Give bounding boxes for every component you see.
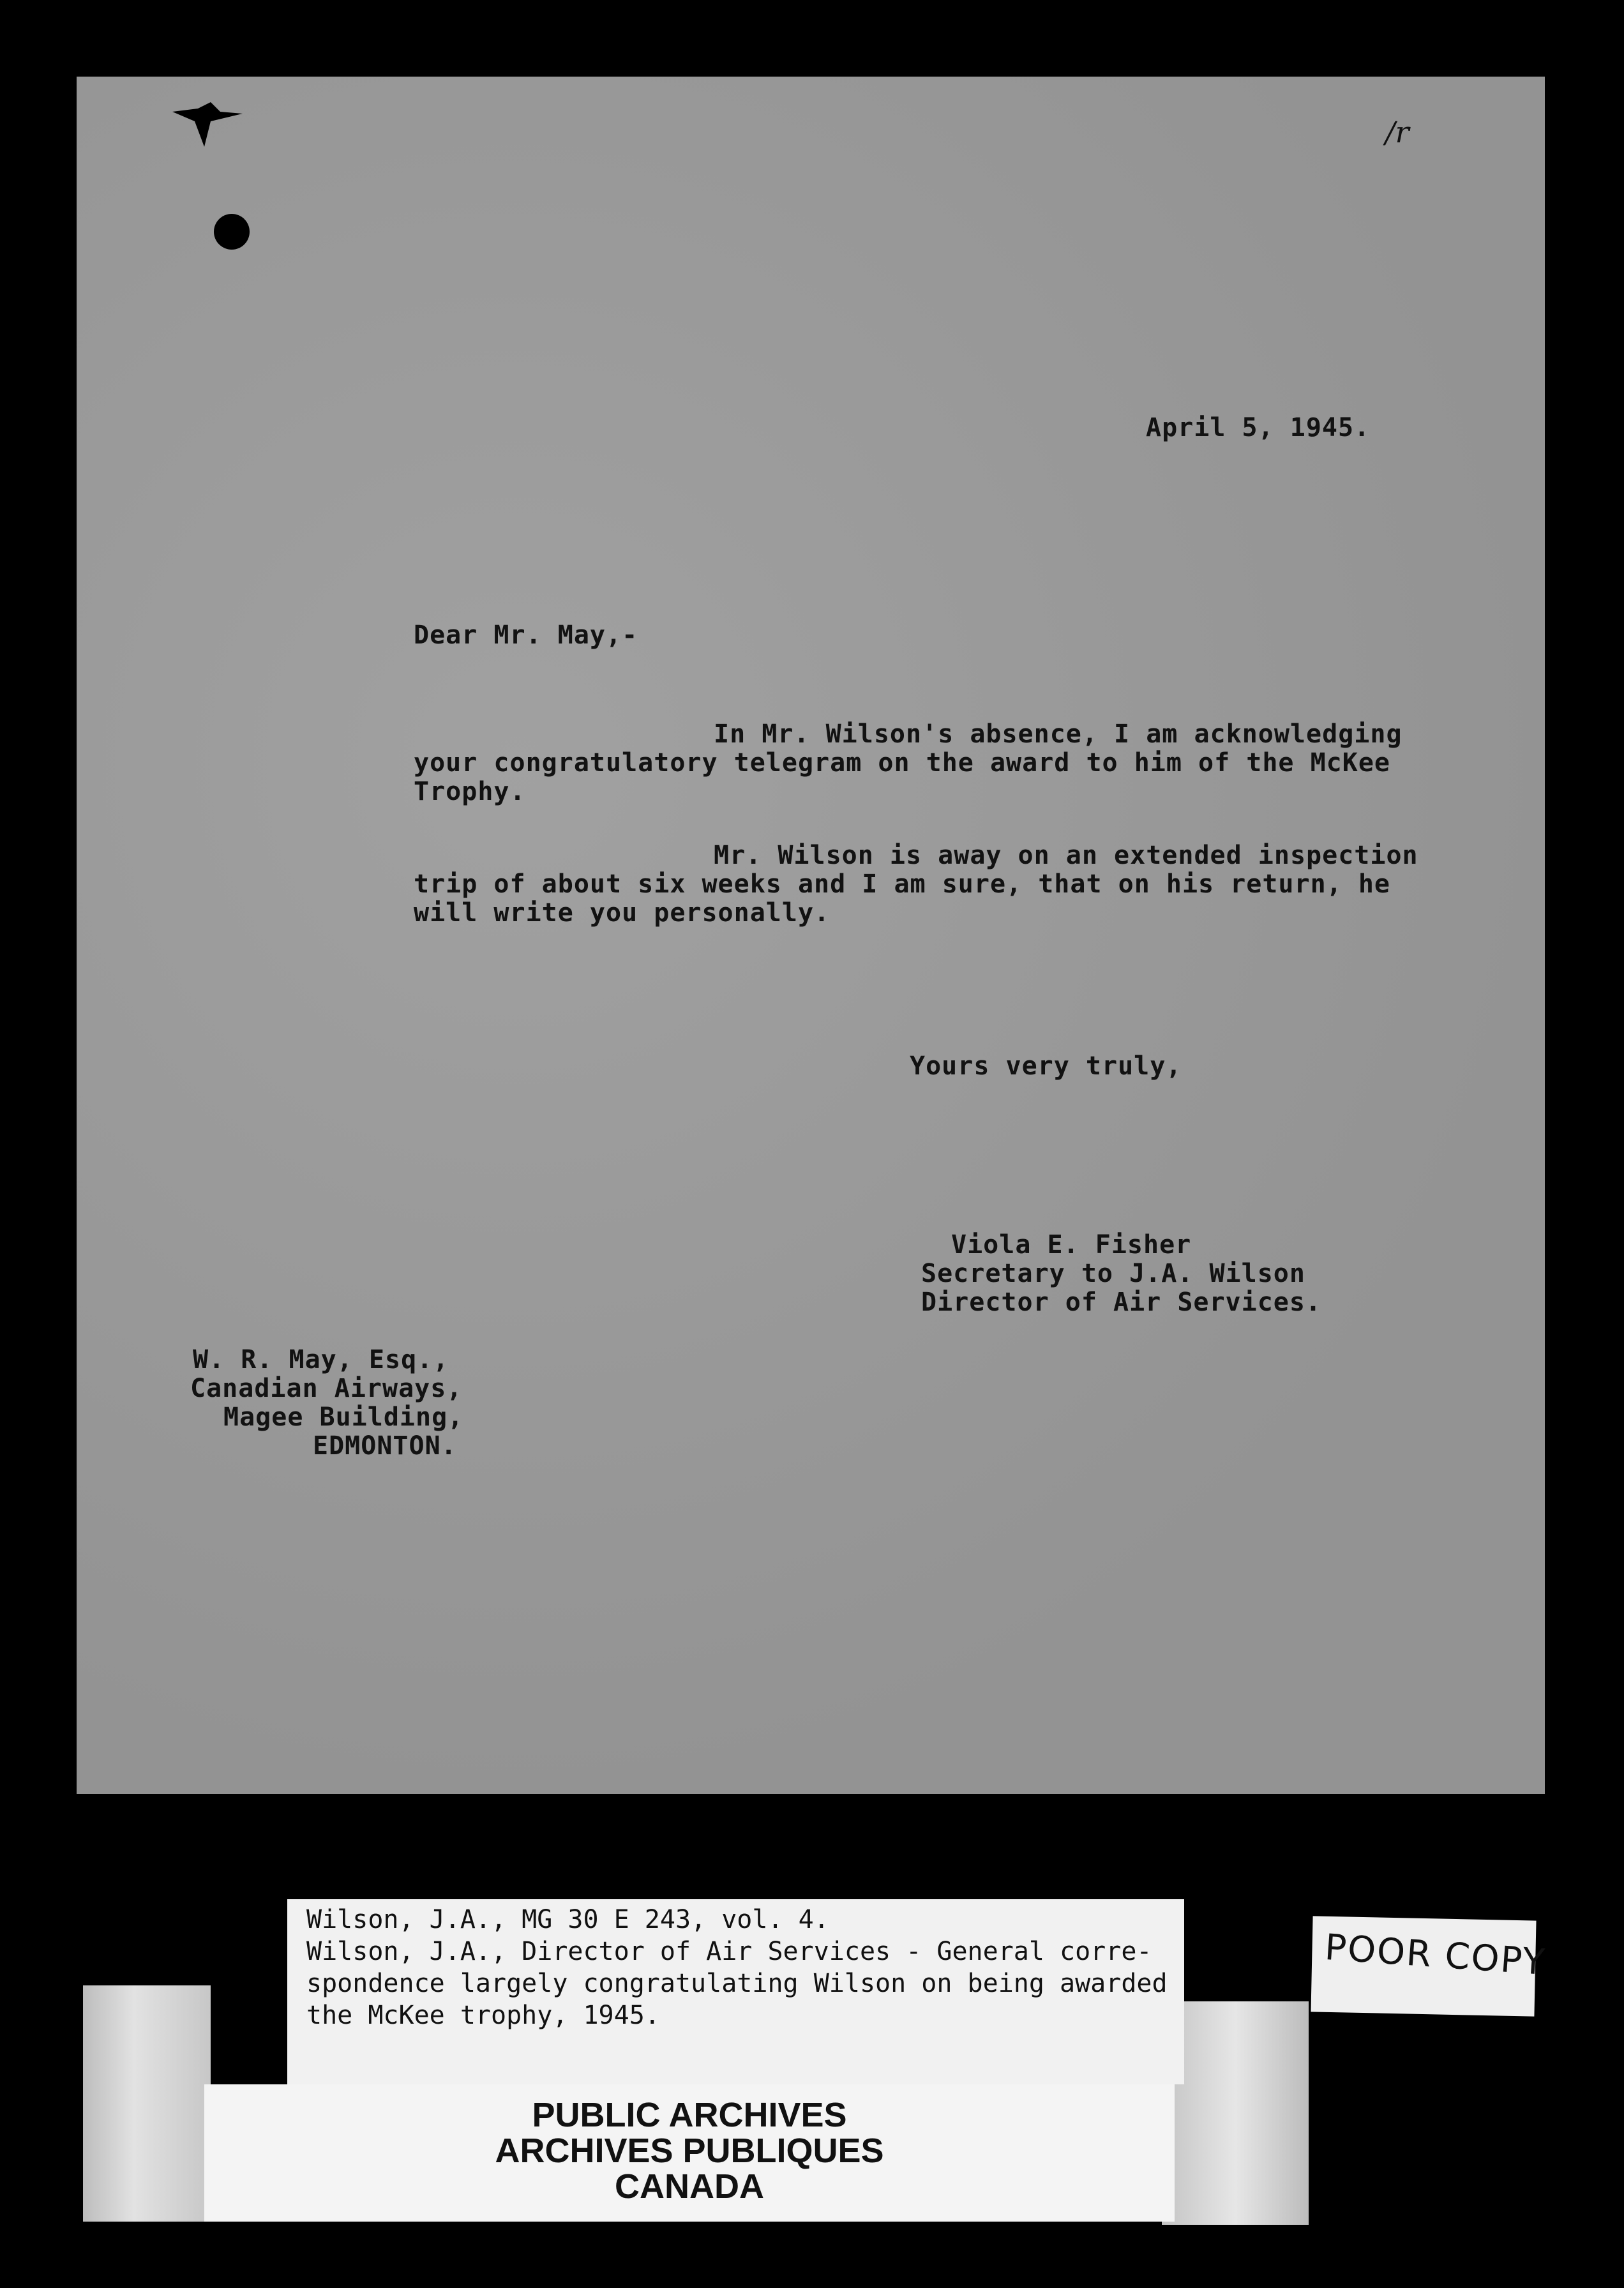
stamp-line-2: ARCHIVES PUBLIQUES bbox=[495, 2132, 884, 2170]
archive-label-line-1: Wilson, J.A., MG 30 E 243, vol. 4. bbox=[306, 1905, 829, 1934]
signature-name: Viola E. Fisher bbox=[951, 1230, 1192, 1260]
punch-hole bbox=[214, 214, 250, 250]
para1-line2: your congratulatory telegram on the award to him of the McKee bbox=[414, 748, 1391, 778]
archive-label-line-4: the McKee trophy, 1945. bbox=[306, 2001, 660, 2030]
closing: Yours very truly, bbox=[910, 1051, 1182, 1081]
para2-line1: Mr. Wilson is away on an extended inspection bbox=[714, 841, 1418, 870]
para1-line3: Trophy. bbox=[414, 777, 526, 806]
tape-left bbox=[83, 1985, 211, 2222]
archive-label-line-2: Wilson, J.A., Director of Air Services - General corre- bbox=[306, 1937, 1152, 1966]
letter-page bbox=[77, 77, 1545, 1794]
salutation: Dear Mr. May,- bbox=[414, 621, 638, 650]
recipient-line-3: Magee Building, bbox=[223, 1403, 464, 1432]
signature-title-1: Secretary to J.A. Wilson bbox=[921, 1259, 1305, 1288]
archive-label bbox=[306, 1904, 1168, 2031]
recipient-line-1: W. R. May, Esq., bbox=[193, 1345, 449, 1374]
archive-label-line-3: spondence largely congratulating Wilson on being awarded bbox=[306, 1969, 1168, 1998]
para2-line3: will write you personally. bbox=[414, 898, 831, 928]
torn-corner-mark bbox=[172, 102, 243, 153]
recipient-line-4: EDMONTON. bbox=[313, 1431, 457, 1461]
stamp-line-1: PUBLIC ARCHIVES bbox=[532, 2096, 847, 2134]
signature-title-2: Director of Air Services. bbox=[921, 1288, 1322, 1317]
letter-date: April 5, 1945. bbox=[1146, 413, 1371, 442]
page-mark: /r bbox=[1385, 115, 1410, 149]
poor-copy-note: POOR COPY bbox=[1323, 1926, 1547, 1984]
para2-line2: trip of about six weeks and I am sure, that on his return, he bbox=[414, 869, 1391, 899]
para1-line1: In Mr. Wilson's absence, I am acknowledging bbox=[714, 719, 1402, 749]
stamp-line-3: CANADA bbox=[615, 2167, 764, 2206]
archives-stamp bbox=[383, 2097, 996, 2204]
recipient-line-2: Canadian Airways, bbox=[190, 1374, 463, 1403]
